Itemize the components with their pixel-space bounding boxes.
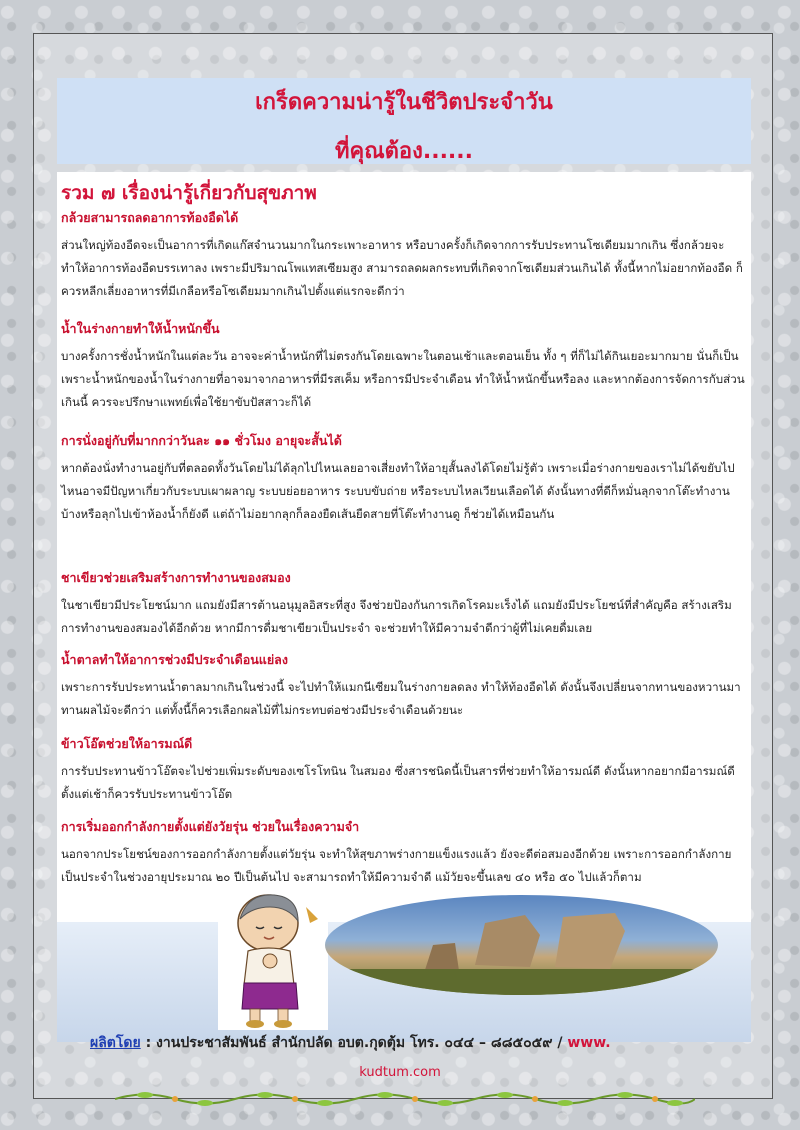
section-title: ข้าวโอ๊ตช่วยให้อารมณ์ดี [61,736,193,751]
section-exercise [57,817,751,889]
section-title: การเริ่มออกกำลังกายตั้งแต่ยังวัยรุ่น ช่วยในเรื่องความจำ [61,819,360,834]
bowing-boy-illustration [218,885,328,1030]
section-title: น้ำตาลทำให้อาการช่วงมีประจำเดือนแย่ลง [61,652,288,667]
section-title: ชาเขียวช่วยเสริมสร้างการทำงานของสมอง [61,570,291,585]
section-body: นอกจากประโยชน์ของการออกกำลังกายตั้งแต่วัยรุ่น จะทำให้สุขภาพร่างกายแข็งแรงแล้ว ยังจะดีต่อสมองอีกด้วย เพราะการออกกำลังกายเป็นประจำในช่วงอายุประมาณ ๒๐ ปีเป็นต้นไป จะสามารถทำให้มีความจำดี แม้วัยจะขึ้นเลข ๔๐ หรือ ๕๐ ไปแล้วก็ตาม [61,847,732,884]
section-sugar [57,650,751,722]
section-body: ส่วนใหญ่ท้องอืดจะเป็นอาการที่เกิดแก๊สจำนวนมากในกระเพาะอาหาร หรือบางครั้งก็เกิดจากการรับประทานโซเดียมมากเกิน ซึ่งกล้วยจะทำให้อาการท้องอืดบรรเทาลง เพราะมีปริมาณโพแทสเซียมสูง สามารถลดผลกระทบที่เกิดจากโซเดียมส่วนเกินได้ ทั้งนี้หากไม่อยากท้องอืด ก็ ควรหลีกเลี่ยงอาหารที่มีเกลือหรือโซเดียมมากเกินไปตั้งแต่แรกจะดีกว่า [61,238,743,298]
rock-landscape-photo [325,895,718,995]
section-oats [57,734,751,806]
content-panel [57,172,751,922]
page-title: เกร็ดความน่ารู้ในชีวิตประจำวัน [255,90,553,115]
produced-by-link[interactable]: ผลิตโดย [90,1035,141,1051]
section-body: ในชาเขียวมีประโยชน์มาก แถมยังมีสารต้านอนุมูลอิสระที่สูง จึงช่วยป้องกันการเกิดโรคมะเร็งได้ แถมยังมีประโยชน์ที่สำคัญคือ สร้างเสริมการทำงานของสมองได้อีกด้วย หากมีการดื่มชาเขียวเป็นประจำ จะช่วยทำให้มีความจำดีกว่าผู้ที่ไม่เคยดื่มเลย [61,598,732,635]
header-banner [57,78,751,164]
main-heading: รวม ๗ เรื่องน่ารู้เกี่ยวกับสุขภาพ [61,182,317,204]
credit-line [90,1032,611,1054]
section-title: การนั่งอยู่กับที่มากกว่าวันละ ๑๑ ชั่วโมง อายุจะสั้นได้ [61,433,342,448]
section-sitting [57,431,751,526]
section-title: น้ำในร่างกายทำให้น้ำหนักขึ้น [61,321,220,336]
section-title: กล้วยสามารถลดอาการท้องอืดได้ [61,210,239,225]
section-body: การรับประทานข้าวโอ๊ตจะไปช่วยเพิ่มระดับของเซโรโทนิน ในสมอง ซึ่งสารชนิดนี้เป็นสารที่ช่วยทำให้อารมณ์ดี ดังนั้นหากอยากมีอารมณ์ดีตั้งแต่เช้าก็ควรรับประทานข้าวโอ๊ต [61,764,735,801]
section-body: หากต้องนั่งทำงานอยู่กับที่ตลอดทั้งวันโดยไม่ได้ลุกไปไหนเลยอาจเสี่ยงทำให้อายุสั้นลงได้โดยไม่รู้ตัว เพราะเมื่อร่างกายของเราไม่ได้ขยับไปไหนอาจมีปัญหาเกี่ยวกับระบบเผาผลาญ ระบบย่อยอาหาร ระบบขับถ่าย หรือระบบไหลเวียนเลือดได้ ดังนั้นทางที่ดีก็หมั่นลุกจากโต๊ะทำงานบ้างหรือลุกไปเข้าห้องน้ำก็ยังดี แต่ถ้าไม่อยากลุกก็ลองยืดเส้นยืดสายที่โต๊ะทำงานดู ก็ช่วยได้เหมือนกัน [61,461,735,521]
section-water-weight [57,319,751,414]
section-banana [57,208,751,303]
section-green-tea [57,568,751,640]
section-body: เพราะการรับประทานน้ำตาลมากเกินในช่วงนี้ จะไปทำให้แมกนีเซียมในร่างกายลดลง ทำให้ท้องอืดได้ ดังนั้นจึงเปลี่ยนจากทานของหวานมาทานผลไม้จะดีกว่า แต่ทั้งนี้ก็ควรเลือกผลไม้ที่ไม่กระทบต่อช่วงมีประจำเดือนด้วยนะ [61,680,741,717]
website-prefix[interactable]: www. [567,1035,611,1051]
credit-text: : งานประชาสัมพันธ์ สำนักปลัด อบต.กุดตุ้ม โทร. ๐๔๔ – ๘๘๕๐๕๙ / [140,1035,568,1051]
page-subtitle: ที่คุณต้อง...... [334,139,473,164]
decorative-vine-divider [115,1090,695,1108]
website-link[interactable]: kudtum.com [359,1065,441,1080]
section-body: บางครั้งการชั่งน้ำหนักในแต่ละวัน อาจจะค่าน้ำหนักที่ไม่ตรงกันโดยเฉพาะในตอนเช้าและตอนเย็น ทั้ง ๆ ที่ก็ไม่ได้กินเยอะมากมาย นั่นก็เป็นเพราะน้ำหนักของน้ำในร่างกายที่อาจมาจากอาหารที่มีรสเค็ม หรือการมีประจำเดือน ทำให้น้ำหนักขึ้นหรือลง และหากต้องการจัดการกับส่วนเกินนี้ ควรจะปรึกษาแพทย์เพื่อใช้ยาขับปัสสาวะก็ได้ [61,349,745,409]
